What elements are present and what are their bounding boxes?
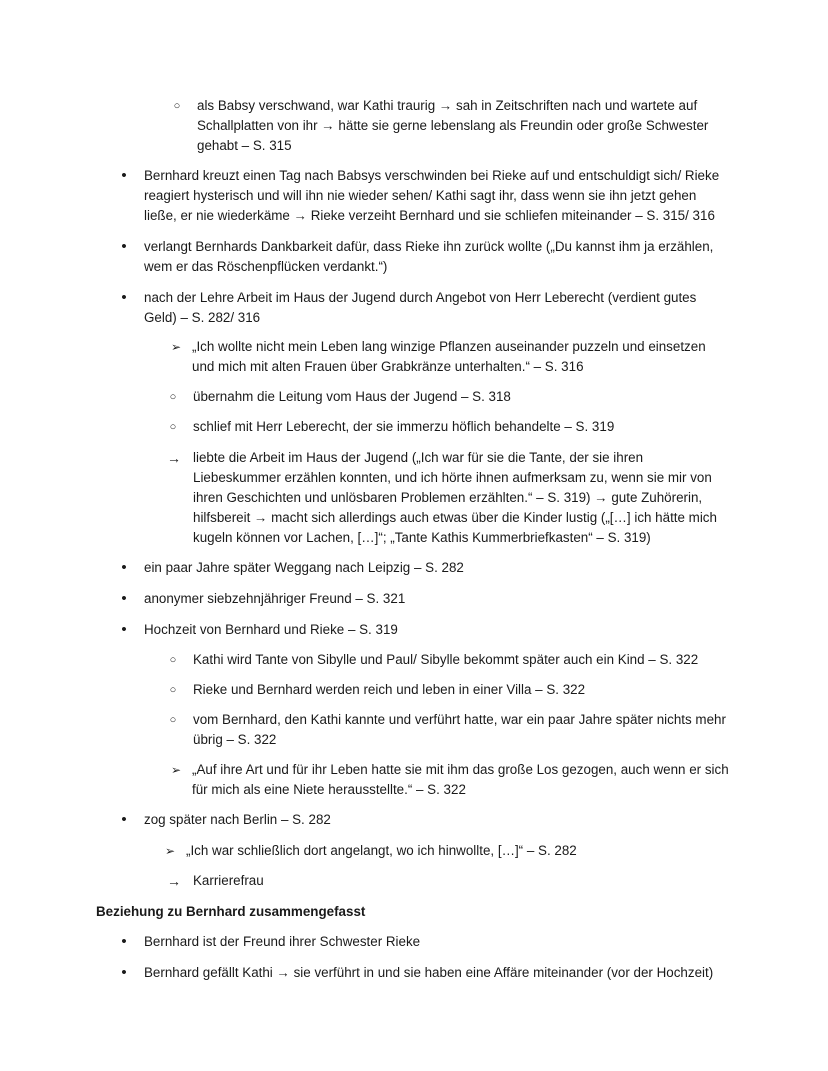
- list-item-text: schlief mit Herr Leberecht, der sie immerzu höflich behandelte – S. 319: [193, 419, 615, 434]
- list-item: [118, 237, 730, 277]
- list-item: [166, 448, 734, 548]
- list-item-text: Bernhard kreuzt einen Tag nach Babsys verschwinden bei Rieke auf und entschuldigt sich/ Rieke reagiert hysterisch und will ihn nie wieder sehen/ Kathi sagt ihr, dass wenn sie ihn jetzt gehen ließe, er nie wiederkäme → Rieke verzeiht Bernhard und sie schliefen miteinander – S. 315/ 316: [144, 168, 720, 223]
- list-item: [166, 650, 730, 670]
- list-item: [166, 387, 730, 407]
- list-item: [166, 417, 730, 437]
- list-item: [118, 558, 730, 578]
- arrowhead-bullet-icon: ➢: [164, 844, 176, 858]
- list-item: [166, 871, 730, 891]
- quote-item: [168, 337, 730, 377]
- circle-bullet-icon: ○: [173, 100, 181, 112]
- arrowhead-bullet-icon: ➢: [170, 763, 182, 777]
- circle-bullet-icon: ○: [169, 654, 177, 666]
- list-item-text: liebte die Arbeit im Haus der Jugend („Ich war für sie die Tante, der sie ihren Liebeskummer erzählen konnten, und ich hörte ihnen aufmerksam zu, wenn sie mir von ihren Geschichten und unlösbaren Problemen erzählten.“ – S. 319) → gute Zuhörerin, hilfsbereit → macht sich allerdings auch etwas über die Kinder lustig („[…] ich hätte mich kugeln können vor Lachen, […]“; „Tante Kathis Kummerbriefkasten“ – S. 319): [193, 450, 717, 545]
- list-item: [118, 963, 738, 983]
- disc-bullet-icon: •: [121, 238, 127, 255]
- arrow-right-icon: →: [167, 450, 181, 466]
- list-item-text: nach der Lehre Arbeit im Haus der Jugend durch Angebot von Herr Leberecht (verdient gutes Geld) – S. 282/ 316: [144, 290, 697, 325]
- list-item: [118, 932, 730, 952]
- list-item-text: Kathi wird Tante von Sibylle und Paul/ Sibylle bekommt später auch ein Kind – S. 322: [193, 652, 699, 667]
- quote-text: „Auf ihre Art und für ihr Leben hatte sie mit ihm das große Los gezogen, auch wenn er sich für mich als eine Niete herausstellte.“ – S. 322: [192, 762, 729, 797]
- circle-bullet-icon: ○: [169, 714, 177, 726]
- list-item: [166, 710, 730, 750]
- disc-bullet-icon: •: [121, 811, 127, 828]
- list-item-text: als Babsy verschwand, war Kathi traurig → sah in Zeitschriften nach und wartete auf Schallplatten von ihr → hätte sie gerne lebenslang als Freundin oder große Schwester gehabt – S. 315: [197, 98, 709, 153]
- disc-bullet-icon: •: [121, 167, 127, 184]
- list-item-text: anonymer siebzehnjähriger Freund – S. 321: [144, 591, 406, 606]
- circle-bullet-icon: ○: [169, 684, 177, 696]
- circle-bullet-icon: ○: [169, 421, 177, 433]
- list-item-text: verlangt Bernhards Dankbarkeit dafür, dass Rieke ihn zurück wollte („Du kannst ihm ja erzählen, wem er das Röschenpflücken verdankt.“): [144, 239, 714, 274]
- list-item-text: Hochzeit von Bernhard und Rieke – S. 319: [144, 622, 398, 637]
- arrowhead-bullet-icon: ➢: [170, 340, 182, 354]
- list-item: [170, 96, 730, 156]
- circle-bullet-icon: ○: [169, 391, 177, 403]
- list-item: [118, 810, 730, 830]
- quote-item: [162, 841, 730, 861]
- list-item-text: ein paar Jahre später Weggang nach Leipzig – S. 282: [144, 560, 464, 575]
- list-item-text: zog später nach Berlin – S. 282: [144, 812, 331, 827]
- list-item-text: Bernhard ist der Freund ihrer Schwester Rieke: [144, 934, 421, 949]
- list-item: [118, 288, 730, 328]
- list-item: [118, 589, 730, 609]
- disc-bullet-icon: •: [121, 964, 127, 981]
- list-item-text: übernahm die Leitung vom Haus der Jugend – S. 318: [193, 389, 511, 404]
- disc-bullet-icon: •: [121, 933, 127, 950]
- quote-item: [168, 760, 730, 800]
- list-item: [118, 166, 730, 226]
- list-item-text: vom Bernhard, den Kathi kannte und verführt hatte, war ein paar Jahre später nichts mehr übrig – S. 322: [193, 712, 726, 747]
- disc-bullet-icon: •: [121, 590, 127, 607]
- quote-text: „Ich war schließlich dort angelangt, wo ich hinwollte, […]“ – S. 282: [186, 843, 577, 858]
- list-item-text: Karrierefrau: [193, 873, 264, 888]
- list-item-text: Rieke und Bernhard werden reich und leben in einer Villa – S. 322: [193, 682, 586, 697]
- disc-bullet-icon: •: [121, 621, 127, 638]
- list-item: [166, 680, 730, 700]
- section-heading: Beziehung zu Bernhard zusammengefasst: [96, 904, 366, 919]
- list-item: [118, 620, 730, 640]
- quote-text: „Ich wollte nicht mein Leben lang winzige Pflanzen auseinander puzzeln und einsetzen und mich mit alten Frauen über Grabkränze unterhalten.“ – S. 316: [192, 339, 706, 374]
- disc-bullet-icon: •: [121, 289, 127, 306]
- arrow-right-icon: →: [167, 873, 181, 889]
- list-item-text: Bernhard gefällt Kathi → sie verführt in und sie haben eine Affäre miteinander (vor der Hochzeit): [144, 965, 714, 980]
- disc-bullet-icon: •: [121, 559, 127, 576]
